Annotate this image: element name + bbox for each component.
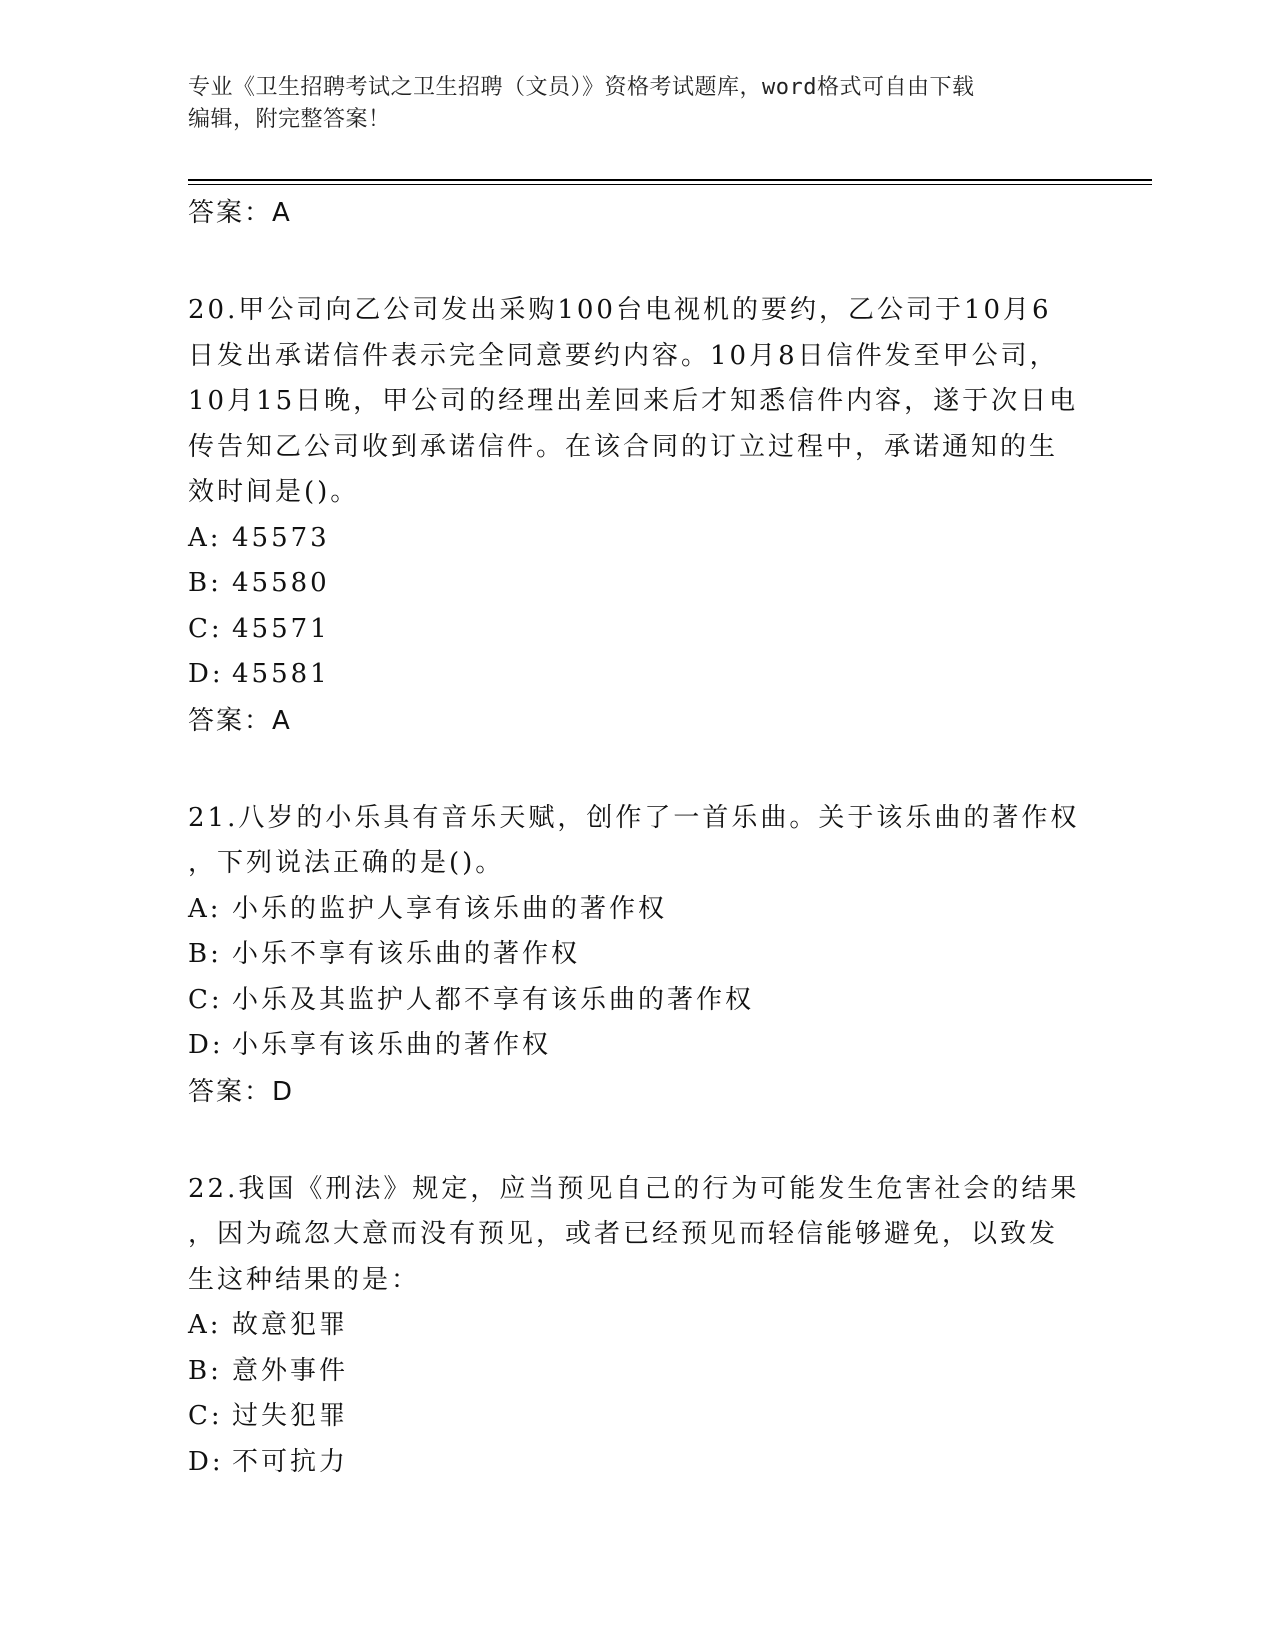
option-c: [188, 978, 1088, 1024]
option-a: [188, 1303, 1088, 1349]
option-b: [188, 561, 1088, 607]
question-text-line: 传告知乙公司收到承诺信件。在该合同的订立过程中，承诺通知的生: [188, 431, 1059, 462]
option-key: A:: [188, 893, 222, 924]
question-stem: [188, 796, 1088, 887]
option-text: 过失犯罪: [232, 1401, 349, 1431]
question-text-line: ，下列说法正确的是()。: [188, 848, 505, 878]
answer-line: 答案：D: [188, 1076, 295, 1107]
option-text: 故意犯罪: [232, 1310, 349, 1340]
option-key: B:: [188, 1355, 222, 1386]
question-text-line: 效时间是()。: [188, 477, 360, 507]
option-text: 45581: [232, 659, 330, 689]
option-text: 小乐及其监护人都不享有该乐曲的著作权: [232, 984, 755, 1015]
option-b: [188, 932, 1088, 978]
option-a: [188, 516, 1088, 562]
header-divider-thin: [188, 184, 1152, 185]
option-text: 45580: [232, 568, 330, 598]
answer-line: 答案：A: [188, 198, 292, 228]
question-text-line: 10月15日晚，甲公司的经理出差回来后才知悉信件内容，遂于次日电: [188, 386, 1079, 416]
document-header: [188, 72, 1068, 136]
question-stem: [188, 288, 1088, 516]
option-key: D:: [188, 1030, 224, 1060]
question-text-line: 日发出承诺信件表示完全同意要约内容。10月8日信件发至甲公司，: [188, 340, 1059, 371]
question-21: [188, 796, 1088, 1115]
question-20: [188, 288, 1088, 744]
question-list: [188, 190, 1088, 1485]
option-text: 45571: [232, 613, 330, 644]
option-d: [188, 1440, 1088, 1486]
question-text-line: 21.八岁的小乐具有音乐天赋，创作了一首乐曲。关于该乐曲的著作权: [188, 802, 1080, 833]
option-key: C:: [188, 1401, 223, 1431]
option-b: [188, 1349, 1088, 1395]
option-a: [188, 887, 1088, 933]
option-d: [188, 652, 1088, 698]
question-text-line: 20.甲公司向乙公司发出采购100台电视机的要约，乙公司于10月6: [188, 295, 1052, 325]
option-text: 小乐的监护人享有该乐曲的著作权: [232, 893, 668, 924]
option-text: 不可抗力: [232, 1446, 349, 1477]
question-stem: [188, 1167, 1088, 1304]
option-text: 45573: [232, 522, 330, 553]
option-key: C:: [188, 984, 223, 1015]
option-key: C:: [188, 613, 223, 644]
option-text: 意外事件: [232, 1355, 349, 1386]
question-text-line: 生这种结果的是：: [188, 1264, 421, 1295]
answer-line: 答案：A: [188, 705, 292, 736]
option-key: D:: [188, 659, 224, 689]
option-d: [188, 1023, 1088, 1069]
option-key: B:: [188, 939, 222, 969]
option-key: A:: [188, 1310, 222, 1340]
option-text: 小乐不享有该乐曲的著作权: [232, 939, 581, 969]
option-key: B:: [188, 568, 222, 598]
question-22: [188, 1167, 1088, 1486]
header-line-2: 编辑，附完整答案！: [188, 107, 391, 132]
option-key: A:: [188, 522, 222, 553]
question-text-line: ，因为疏忽大意而没有预见，或者已经预见而轻信能够避免，以致发: [188, 1219, 1059, 1249]
header-divider-thick: [188, 179, 1152, 181]
option-text: 小乐享有该乐曲的著作权: [232, 1030, 552, 1060]
option-key: D:: [188, 1446, 224, 1477]
question-text-line: 22.我国《刑法》规定，应当预见自己的行为可能发生危害社会的结果: [188, 1173, 1080, 1204]
header-line-1: 专业《卫生招聘考试之卫生招聘（文员）》资格考试题库，word格式可自由下载: [188, 75, 975, 100]
option-c: [188, 607, 1088, 653]
option-c: [188, 1394, 1088, 1440]
